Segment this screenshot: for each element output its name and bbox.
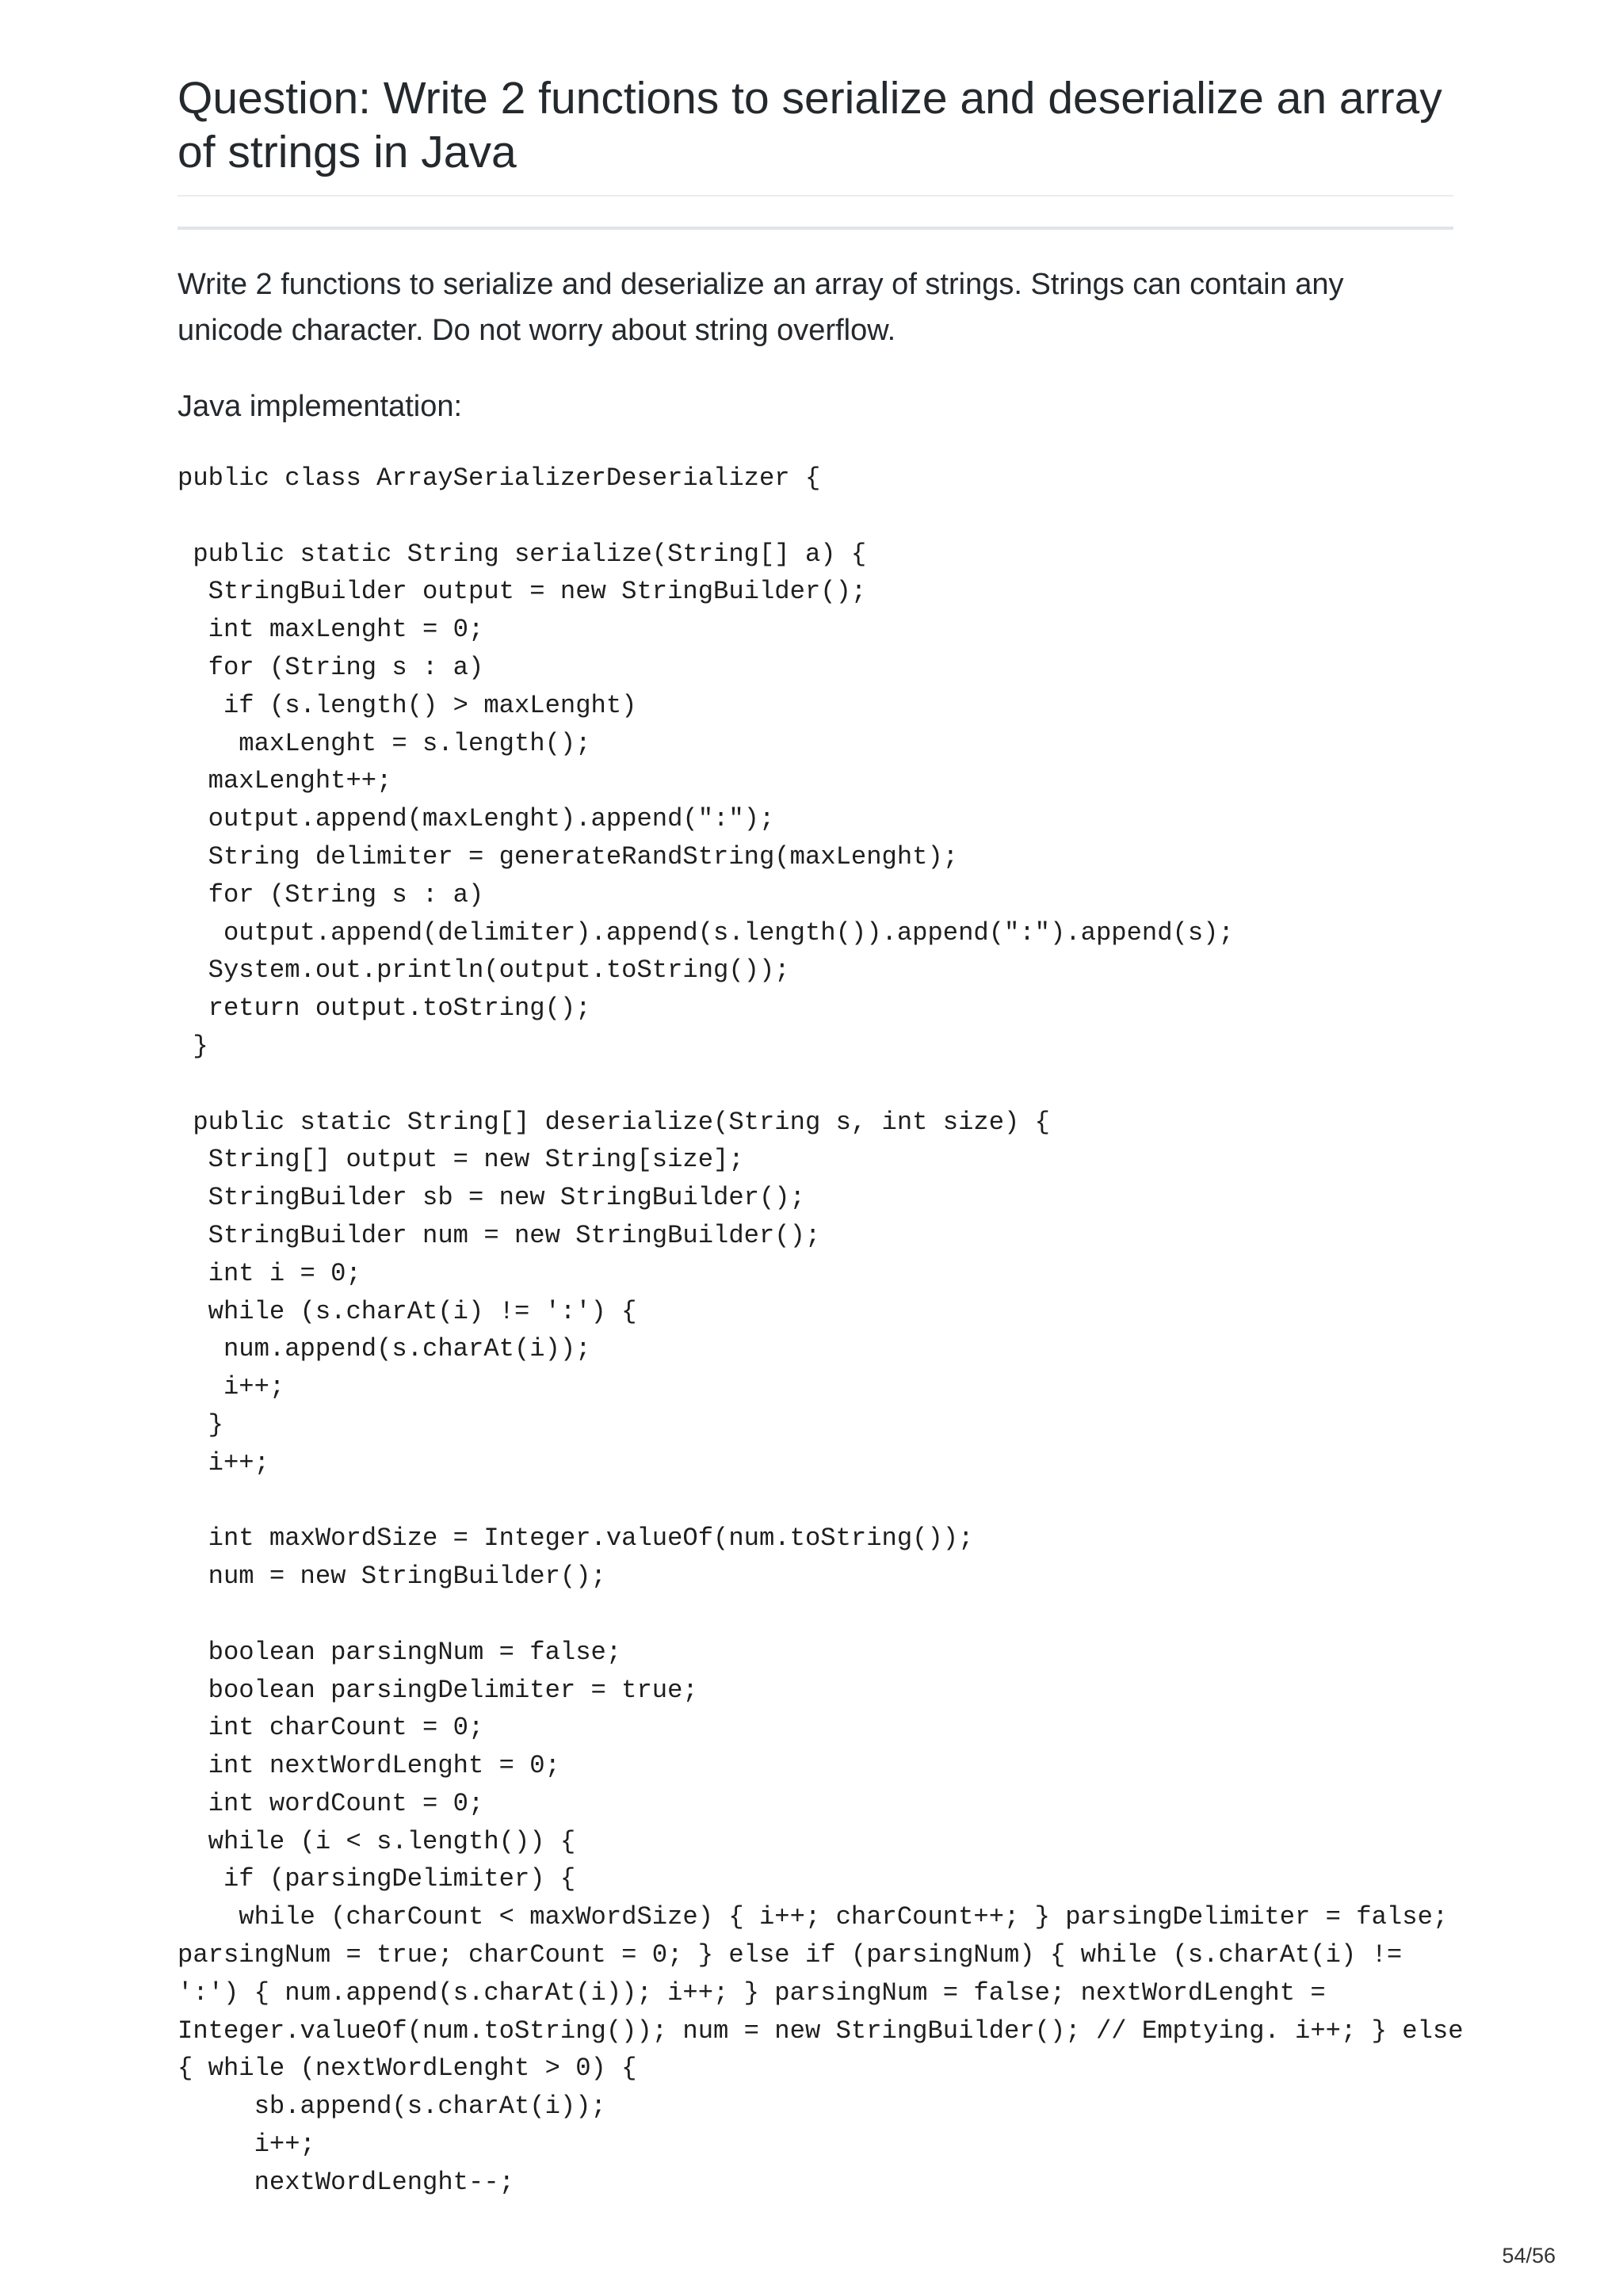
code-line: while (s.charAt(i) != ':') { [178,1296,637,1326]
code-line: maxLenght++; [178,766,392,796]
code-line [178,498,1453,536]
code-line: nextWordLenght--; [178,2167,514,2197]
question-description: Write 2 functions to serialize and deserialize an array of strings. Strings can contain any unicode character. Do not worry about string overflow. [178,268,1344,347]
code-block [178,460,1464,2202]
code-line: i++; [178,1447,269,1478]
question-title: Question: Write 2 functions to serialize and deserialize an array of strings in Java [178,73,1442,177]
code-line [178,1066,1453,1104]
code-line: int maxWordSize = Integer.valueOf(num.toString()); [178,1524,974,1554]
code-line: for (String s : a) [178,652,484,682]
code-line: if (s.length() > maxLenght) [178,690,637,720]
code-line: String[] output = new String[size]; [178,1145,744,1175]
code-line: } [178,1409,223,1440]
code-line: for (String s : a) [178,879,484,910]
code-line: num.append(s.charAt(i)); [178,1334,591,1364]
code-line: StringBuilder output = new StringBuilder(); [178,577,867,607]
code-line: { while (nextWordLenght > 0) { [178,2054,637,2084]
code-line: System.out.println(output.toString()); [178,955,790,986]
code-line: output.append(maxLenght).append(":"); [178,804,775,834]
code-line: while (i < s.length()) { [178,1826,576,1856]
code-line: maxLenght = s.length(); [178,728,591,758]
code-line: int maxLenght = 0; [178,615,484,645]
code-line: int i = 0; [178,1258,361,1288]
code-line: public static String serialize(String[] a) { [178,539,867,569]
code-line: ':') { num.append(s.charAt(i)); i++; } parsingNum = false; nextWordLenght = [178,1978,1326,2008]
code-line: i++; [178,2130,315,2160]
title-underline [178,195,1453,196]
code-line: boolean parsingNum = false; [178,1637,622,1667]
code-line: StringBuilder num = new StringBuilder(); [178,1220,821,1250]
code-line: int nextWordLenght = 0; [178,1751,560,1781]
code-line: } [178,1031,208,1061]
code-line: Integer.valueOf(num.toString()); num = new StringBuilder(); // Emptying. i++; } else [178,2016,1464,2046]
code-line: String delimiter = generateRandString(maxLenght); [178,841,959,871]
code-line: boolean parsingDelimiter = true; [178,1675,698,1705]
code-line [178,1596,1453,1634]
code-line: sb.append(s.charAt(i)); [178,2092,606,2122]
code-line [178,1482,1453,1520]
page-number: 54/56 [1502,2244,1556,2267]
code-line: public class ArraySerializerDeserializer { [178,463,821,493]
code-line: StringBuilder sb = new StringBuilder(); [178,1183,805,1213]
code-line: i++; [178,1372,285,1402]
code-line: parsingNum = true; charCount = 0; } else if (parsingNum) { while (s.charAt(i) != [178,1940,1403,1970]
code-line: while (charCount < maxWordSize) { i++; charCount++; } parsingDelimiter = false; [178,1902,1449,1932]
document-page [178,71,1464,2202]
code-line: return output.toString(); [178,994,591,1024]
code-line: output.append(delimiter).append(s.length()).append(":").append(s); [178,917,1234,948]
implementation-label: Java implementation: [178,390,463,423]
code-line: int charCount = 0; [178,1713,484,1743]
code-line: if (parsingDelimiter) { [178,1864,576,1894]
code-line: public static String[] deserialize(String s, int size) { [178,1107,1050,1137]
code-line: int wordCount = 0; [178,1788,484,1818]
code-line: num = new StringBuilder(); [178,1562,606,1592]
horizontal-rule [178,227,1453,230]
